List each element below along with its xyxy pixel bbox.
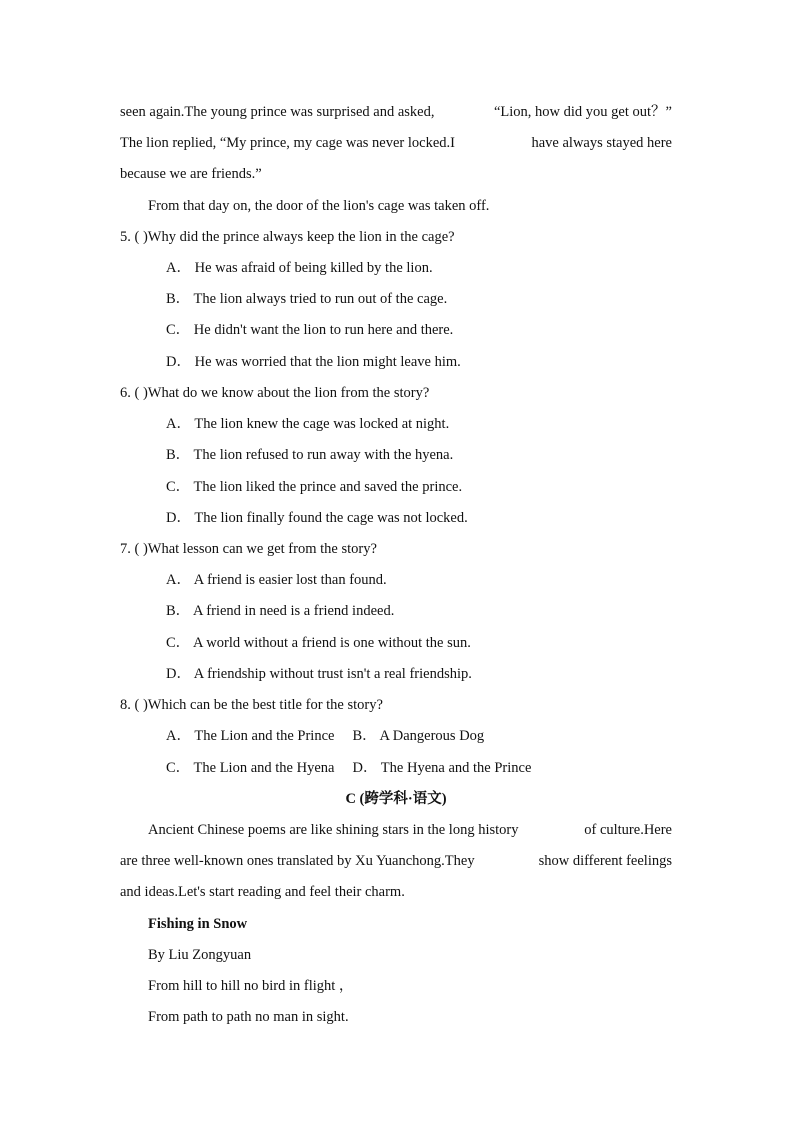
section-c-intro-line-1 bbox=[148, 820, 672, 840]
poem-title: Fishing in Snow bbox=[148, 916, 248, 932]
question-8-options-row-1 bbox=[166, 726, 484, 746]
passage-line-2-part-b: have always stayed here bbox=[531, 135, 672, 151]
section-c-intro-line-2-part-b: show different feelings bbox=[538, 853, 672, 869]
passage-line-2-part-a: The lion replied, “My prince, my cage was never locked.I bbox=[120, 135, 455, 151]
passage-line-1-part-b: “Lion, how did you get out？” bbox=[493, 104, 672, 120]
passage-line-3: because we are friends.” bbox=[120, 166, 262, 182]
question-5-option-c: C． He didn't want the lion to run here and there. bbox=[166, 322, 454, 338]
passage-line-4: From that day on, the door of the lion's cage was taken off. bbox=[148, 198, 490, 214]
question-6-option-b: B． The lion refused to run away with the hyena. bbox=[166, 447, 454, 463]
passage-line-1-part-a: seen again.The young prince was surprised and asked, bbox=[120, 104, 435, 120]
question-8-option-c: C． The Lion and the Hyena bbox=[166, 760, 335, 776]
question-8-option-a: A． The Lion and the Prince bbox=[166, 728, 335, 744]
poem-line-1: From hill to hill no bird in flight ， bbox=[148, 978, 354, 994]
question-7-option-b: B． A friend in need is a friend indeed. bbox=[166, 603, 395, 619]
section-c-intro-line-3: and ideas.Let's start reading and feel their charm. bbox=[120, 884, 405, 900]
question-5-option-b: B． The lion always tried to run out of the cage. bbox=[166, 291, 448, 307]
question-5-option-d: D． He was worried that the lion might leave him. bbox=[166, 354, 461, 370]
section-c-intro-line-1-part-a: Ancient Chinese poems are like shining stars in the long history bbox=[148, 822, 519, 838]
poem-line-2: From path to path no man in sight. bbox=[148, 1009, 349, 1025]
question-6-option-c: C． The lion liked the prince and saved the prince. bbox=[166, 479, 463, 495]
question-6-option-d: D． The lion finally found the cage was not locked. bbox=[166, 510, 468, 526]
question-5-option-a: A． He was afraid of being killed by the lion. bbox=[166, 260, 433, 276]
passage-line-2 bbox=[120, 133, 672, 153]
section-c-intro-line-1-part-b: of culture.Here bbox=[584, 822, 672, 838]
question-8-option-b: B． A Dangerous Dog bbox=[352, 728, 485, 744]
question-6-option-a: A． The lion knew the cage was locked at night. bbox=[166, 416, 450, 432]
section-c-intro-line-2 bbox=[120, 851, 672, 871]
question-8-option-d: D． The Hyena and the Prince bbox=[352, 760, 532, 776]
passage-line-1 bbox=[120, 102, 672, 122]
question-5-stem: 5. ( )Why did the prince always keep the lion in the cage? bbox=[120, 229, 455, 245]
poem-author: By Liu Zongyuan bbox=[148, 947, 252, 963]
question-8-options-row-2 bbox=[166, 758, 531, 778]
section-c-intro-line-2-part-a: are three well-known ones translated by Xu Yuanchong.They bbox=[120, 853, 475, 869]
question-7-option-a: A． A friend is easier lost than found. bbox=[166, 572, 387, 588]
question-7-option-d: D． A friendship without trust isn't a real friendship. bbox=[166, 666, 472, 682]
question-6-stem: 6. ( )What do we know about the lion from the story? bbox=[120, 385, 430, 401]
section-c-heading: C (跨学科·语文) bbox=[345, 791, 447, 807]
question-7-stem: 7. ( )What lesson can we get from the story? bbox=[120, 541, 377, 557]
question-7-option-c: C． A world without a friend is one without the sun. bbox=[166, 635, 471, 651]
question-8-stem: 8. ( )Which can be the best title for the story? bbox=[120, 697, 383, 713]
